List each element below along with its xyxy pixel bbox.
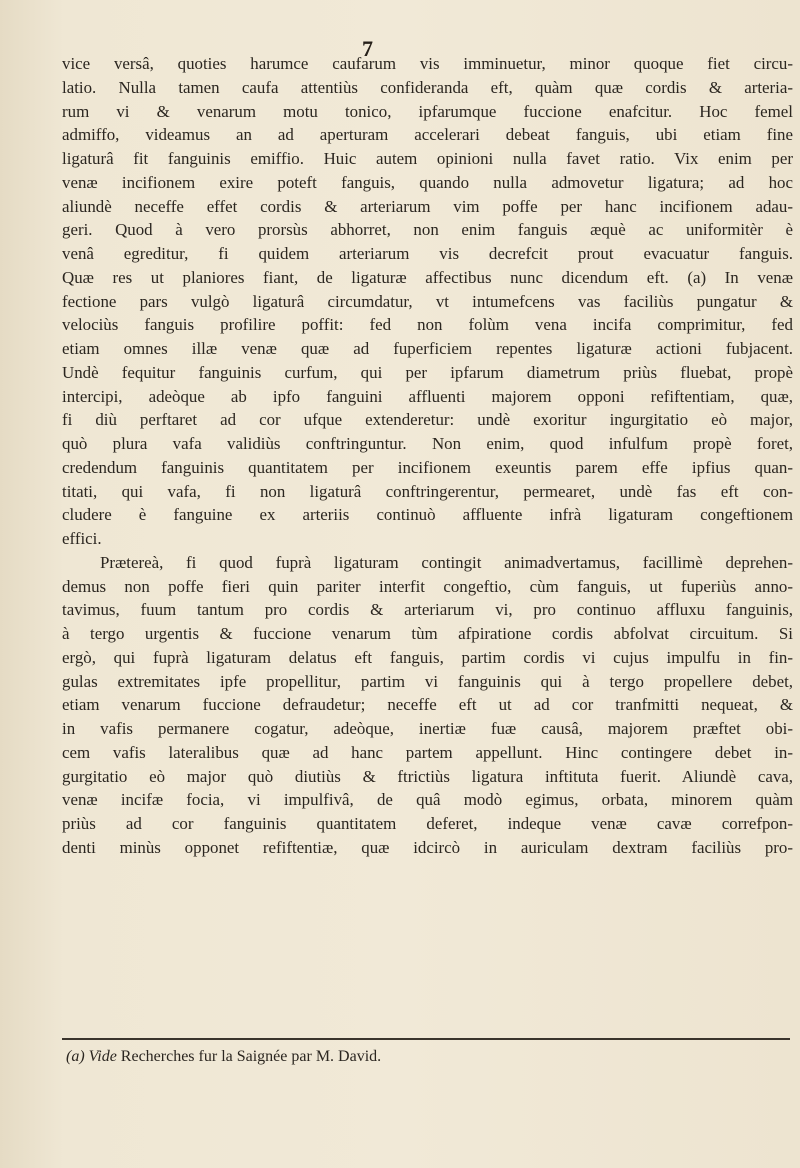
text-line: fi diù perftaret ad cor ufque extenderetur: undè exoritur ingurgitatio eò major, — [62, 410, 793, 430]
text-line: venæ incifionem exire poteft fanguis, quando nulla admovetur ligatura; ad hoc — [62, 172, 793, 192]
footnote — [66, 1048, 381, 1066]
text-line: venæ incifæ focia, vi impulfivâ, de quâ modò egimus, orbata, minorem quàm — [62, 790, 793, 810]
body-text — [62, 52, 793, 860]
text-line: ligaturâ fit fanguinis emiffio. Huic autem opinioni nulla favet ratio. Vix enim per — [62, 149, 793, 168]
text-line: quò plura vafa validiùs conftringuntur. Non enim, quod infulfum propè foret, — [62, 434, 793, 453]
text-line: in vafis permanere cogatur, adeòque, inertiæ fuæ causâ, majorem præftet obi- — [62, 719, 793, 738]
text-line: effici. — [62, 529, 102, 548]
text-line: venâ egreditur, fi quidem arteriarum vis decrefcit prout evacuatur fanguis. — [62, 244, 793, 263]
text-line: geri. Quod à vero prorsùs abhorret, non enim fanguis æquè ac uniformitèr è — [62, 220, 793, 240]
text-line: credendum fanguinis quantitatem per incifionem exeuntis parem effe ipfius quan- — [62, 457, 793, 477]
text-line: aliundè neceffe effet cordis & arteriarum vim poffe per hanc incifionem adau- — [62, 196, 793, 216]
text-line: etiam venarum fuccione defraudetur; neceffe eft ut ad cor tranfmitti nequeat, & — [62, 695, 793, 715]
text-line: admiffo, videamus an ad aperturam accelerari debeat fanguis, ubi etiam fine — [62, 125, 793, 145]
text-line: demus non poffe fieri quin pariter interfit congeftio, cùm fanguis, ut fuperiùs anno- — [62, 576, 793, 596]
paragraph-2 — [62, 551, 793, 860]
text-line: velociùs fanguis profilire poffit: fed non folùm vena incifa comprimitur, fed — [62, 315, 793, 335]
text-line: à tergo urgentis & fuccione venarum tùm afpiratione cordis abfolvat circuitum. Si — [62, 624, 793, 643]
text-line: cem vafis lateralibus quæ ad hanc partem appellunt. Hinc contingere debet in- — [62, 742, 793, 762]
text-line: cludere è fanguine ex arteriis continuò affluente infrà ligaturam congeftionem — [62, 505, 793, 525]
footnote-divider — [62, 1038, 790, 1040]
footnote-mark: (a) — [66, 1048, 85, 1065]
text-line: gulas extremitates ipfe propellitur, partim vi fanguinis qui à tergo propellere debet, — [62, 671, 793, 691]
text-line: fectione pars vulgò ligaturâ circumdatur, vt intumefcens vas faciliùs pungatur & — [62, 291, 793, 311]
text-line: latio. Nulla tamen caufa attentiùs confideranda eft, quàm quæ cordis & arteria- — [62, 77, 793, 97]
text-line: denti minùs opponet refiftentiæ, quæ idcircò in auriculam dextram faciliùs pro- — [62, 837, 793, 857]
footnote-vide: Vide — [88, 1048, 117, 1065]
text-line: etiam omnes illæ venæ quæ ad fuperficiem repentes ligaturæ actioni fubjacent. — [62, 339, 793, 358]
text-line: tavimus, fuum tantum pro cordis & arteriarum vi, pro continuo affluxu fanguinis, — [62, 600, 793, 620]
text-line: Prætereà, fi quod fuprà ligaturam contingit animadvertamus, facillimè deprehen- — [100, 552, 793, 572]
text-line: Quæ res ut planiores fiant, de ligaturæ affectibus nunc dicendum eft. (a) In venæ — [62, 267, 793, 287]
text-line: intercipi, adeòque ab ipfo fanguini affluenti majorem opponi refiftentiam, quæ, — [62, 386, 793, 406]
text-line: Undè fequitur fanguinis curfum, qui per ipfarum diametrum priùs fluebat, propè — [62, 362, 793, 382]
text-line: priùs ad cor fanguinis quantitatem deferet, indeque venæ cavæ correfpon- — [62, 814, 793, 833]
text-line: ergò, qui fuprà ligaturam delatus eft fanguis, partim cordis vi cujus impulfu in fin- — [62, 647, 793, 667]
footnote-text: Recherches fur la Saignée par M. David. — [120, 1048, 382, 1065]
text-line: gurgitatio eò major quò diutiùs & ftrictiùs ligatura inftituta fuerit. Aliundè cava, — [62, 766, 793, 786]
text-line: rum vi & venarum motu tonico, ipfarumque fuccione enafcitur. Hoc femel — [62, 101, 793, 121]
paragraph-1 — [62, 52, 793, 551]
text-line: titati, qui vafa, fi non ligaturâ conftringerentur, permearet, undè fas eft con- — [62, 481, 793, 501]
text-line: vice versâ, quoties harumce caufarum vis imminuetur, minor quoque fiet circu- — [62, 54, 793, 73]
page-number: 7 — [362, 36, 373, 61]
